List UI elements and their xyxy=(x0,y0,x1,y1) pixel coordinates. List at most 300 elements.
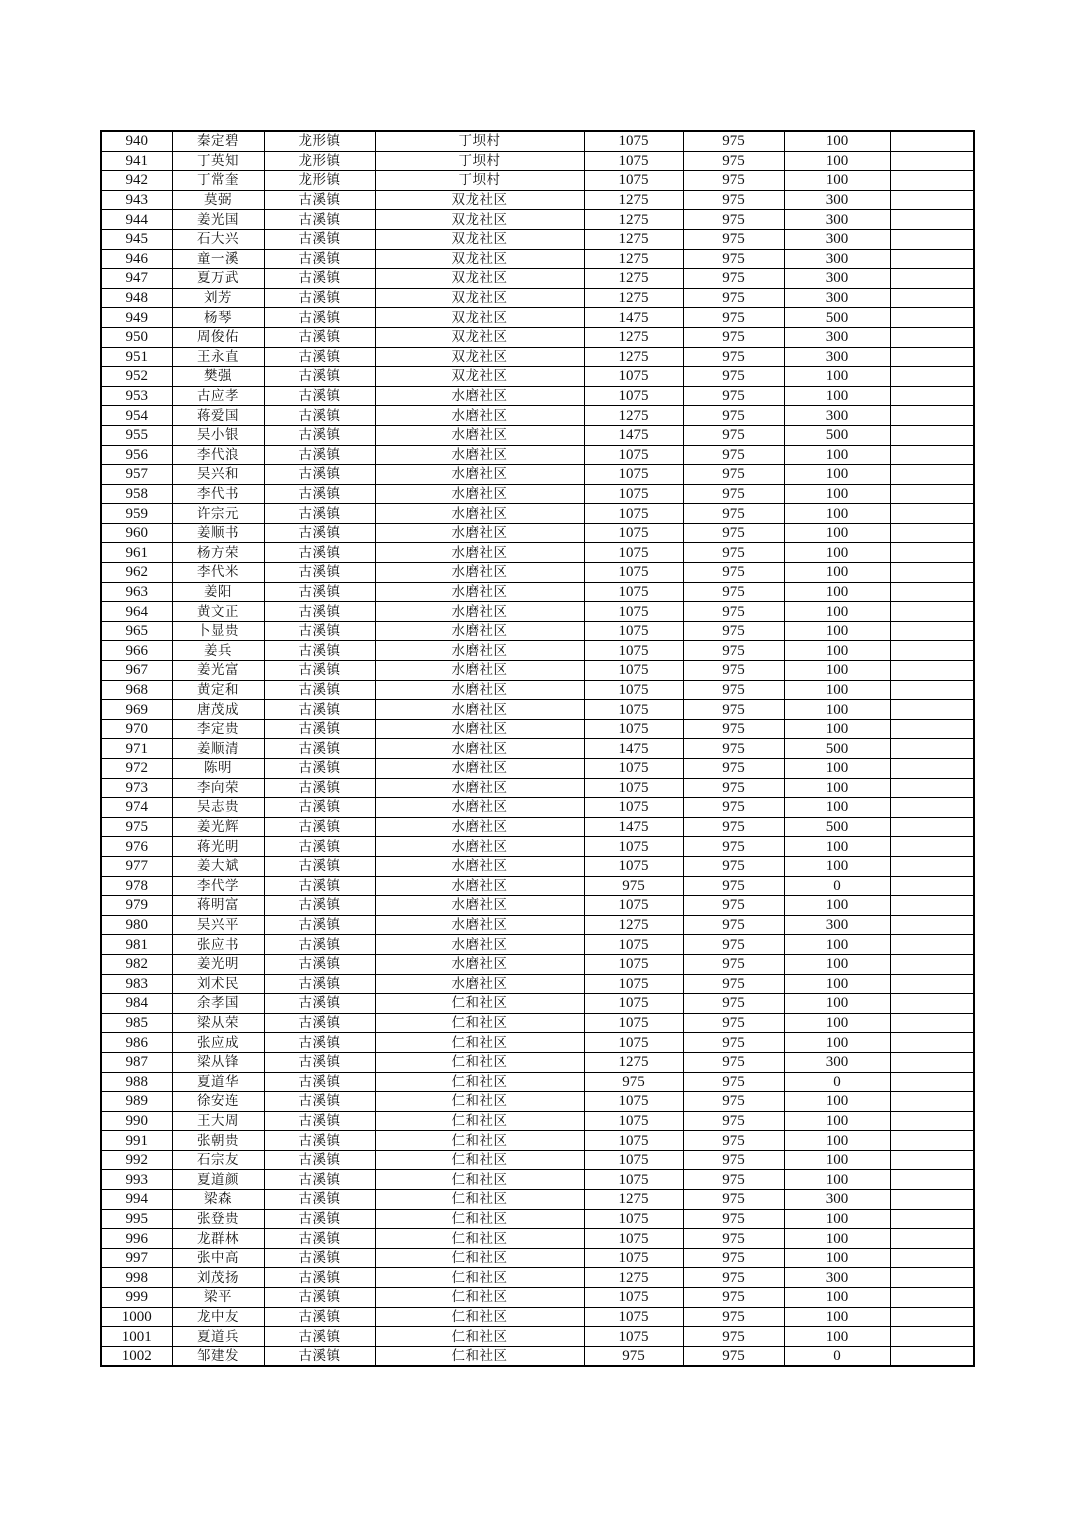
cell-amount-a: 1075 xyxy=(584,1209,683,1229)
cell-amount-diff: 100 xyxy=(784,1288,890,1308)
cell-note xyxy=(890,465,974,485)
table-row xyxy=(101,935,974,955)
cell-amount-b: 975 xyxy=(683,190,784,210)
cell-seq: 997 xyxy=(101,1248,172,1268)
cell-village: 丁坝村 xyxy=(375,171,584,191)
table-row xyxy=(101,1111,974,1131)
cell-amount-a: 1075 xyxy=(584,151,683,171)
cell-name: 莫弼 xyxy=(172,190,264,210)
cell-amount-diff: 100 xyxy=(784,1229,890,1249)
cell-amount-diff: 100 xyxy=(784,151,890,171)
cell-amount-a: 1075 xyxy=(584,1092,683,1112)
cell-note xyxy=(890,1307,974,1327)
cell-village: 水磨社区 xyxy=(375,602,584,622)
cell-amount-diff: 500 xyxy=(784,817,890,837)
cell-town: 古溪镇 xyxy=(264,523,375,543)
cell-name: 姜光国 xyxy=(172,210,264,230)
table-row xyxy=(101,1209,974,1229)
cell-town: 古溪镇 xyxy=(264,582,375,602)
cell-village: 仁和社区 xyxy=(375,1033,584,1053)
cell-note xyxy=(890,406,974,426)
cell-amount-b: 975 xyxy=(683,1190,784,1210)
cell-amount-diff: 100 xyxy=(784,1111,890,1131)
cell-amount-diff: 100 xyxy=(784,1327,890,1347)
cell-amount-b: 975 xyxy=(683,602,784,622)
cell-name: 王大周 xyxy=(172,1111,264,1131)
cell-amount-a: 1075 xyxy=(584,700,683,720)
cell-town: 古溪镇 xyxy=(264,425,375,445)
cell-name: 余孝国 xyxy=(172,994,264,1014)
cell-village: 水磨社区 xyxy=(375,582,584,602)
cell-village: 仁和社区 xyxy=(375,1150,584,1170)
cell-amount-b: 975 xyxy=(683,1327,784,1347)
cell-name: 许宗元 xyxy=(172,504,264,524)
cell-name: 梁从荣 xyxy=(172,1013,264,1033)
cell-note xyxy=(890,210,974,230)
cell-town: 古溪镇 xyxy=(264,484,375,504)
cell-name: 姜阳 xyxy=(172,582,264,602)
cell-amount-a: 1075 xyxy=(584,974,683,994)
cell-amount-diff: 100 xyxy=(784,484,890,504)
cell-amount-b: 975 xyxy=(683,1229,784,1249)
cell-amount-a: 1275 xyxy=(584,249,683,269)
cell-note xyxy=(890,171,974,191)
cell-name: 梁从锋 xyxy=(172,1052,264,1072)
table-row xyxy=(101,543,974,563)
cell-amount-diff: 100 xyxy=(784,1013,890,1033)
cell-note xyxy=(890,1033,974,1053)
cell-town: 古溪镇 xyxy=(264,1092,375,1112)
cell-town: 古溪镇 xyxy=(264,563,375,583)
cell-seq: 994 xyxy=(101,1190,172,1210)
cell-amount-b: 975 xyxy=(683,484,784,504)
cell-note xyxy=(890,367,974,387)
table-row xyxy=(101,1072,974,1092)
cell-town: 古溪镇 xyxy=(264,876,375,896)
cell-amount-diff: 100 xyxy=(784,1150,890,1170)
cell-seq: 965 xyxy=(101,621,172,641)
cell-town: 古溪镇 xyxy=(264,915,375,935)
cell-amount-diff: 100 xyxy=(784,974,890,994)
cell-amount-a: 1075 xyxy=(584,484,683,504)
cell-amount-a: 1275 xyxy=(584,915,683,935)
cell-town: 古溪镇 xyxy=(264,974,375,994)
cell-seq: 995 xyxy=(101,1209,172,1229)
cell-seq: 953 xyxy=(101,386,172,406)
cell-name: 吴兴和 xyxy=(172,465,264,485)
cell-village: 仁和社区 xyxy=(375,1190,584,1210)
cell-town: 古溪镇 xyxy=(264,386,375,406)
cell-amount-b: 975 xyxy=(683,563,784,583)
cell-note xyxy=(890,1268,974,1288)
cell-amount-b: 975 xyxy=(683,1033,784,1053)
cell-amount-diff: 300 xyxy=(784,915,890,935)
cell-name: 石大兴 xyxy=(172,229,264,249)
cell-village: 仁和社区 xyxy=(375,1327,584,1347)
cell-note xyxy=(890,1013,974,1033)
cell-name: 王永直 xyxy=(172,347,264,367)
cell-seq: 966 xyxy=(101,641,172,661)
cell-seq: 983 xyxy=(101,974,172,994)
cell-amount-b: 975 xyxy=(683,327,784,347)
cell-amount-a: 1075 xyxy=(584,954,683,974)
cell-name: 黄定和 xyxy=(172,680,264,700)
cell-amount-b: 975 xyxy=(683,974,784,994)
cell-village: 水磨社区 xyxy=(375,935,584,955)
table-row xyxy=(101,719,974,739)
cell-amount-a: 1275 xyxy=(584,210,683,230)
cell-note xyxy=(890,1190,974,1210)
table-row xyxy=(101,739,974,759)
table-row xyxy=(101,484,974,504)
table-row xyxy=(101,700,974,720)
cell-amount-b: 975 xyxy=(683,798,784,818)
cell-amount-a: 1075 xyxy=(584,445,683,465)
cell-village: 双龙社区 xyxy=(375,249,584,269)
cell-town: 古溪镇 xyxy=(264,1307,375,1327)
cell-seq: 943 xyxy=(101,190,172,210)
cell-note xyxy=(890,954,974,974)
cell-town: 古溪镇 xyxy=(264,543,375,563)
cell-amount-b: 975 xyxy=(683,582,784,602)
table-row xyxy=(101,915,974,935)
cell-name: 邹建发 xyxy=(172,1346,264,1366)
cell-note xyxy=(890,621,974,641)
cell-amount-a: 1075 xyxy=(584,1307,683,1327)
table-row xyxy=(101,817,974,837)
cell-village: 丁坝村 xyxy=(375,151,584,171)
cell-note xyxy=(890,915,974,935)
cell-town: 古溪镇 xyxy=(264,935,375,955)
cell-seq: 941 xyxy=(101,151,172,171)
cell-town: 龙形镇 xyxy=(264,131,375,151)
cell-name: 丁英知 xyxy=(172,151,264,171)
cell-note xyxy=(890,131,974,151)
cell-seq: 957 xyxy=(101,465,172,485)
cell-name: 石宗友 xyxy=(172,1150,264,1170)
cell-amount-a: 1075 xyxy=(584,641,683,661)
cell-seq: 960 xyxy=(101,523,172,543)
cell-amount-a: 1075 xyxy=(584,856,683,876)
cell-village: 水磨社区 xyxy=(375,563,584,583)
cell-amount-b: 975 xyxy=(683,543,784,563)
cell-name: 姜大斌 xyxy=(172,856,264,876)
cell-amount-b: 975 xyxy=(683,347,784,367)
cell-town: 古溪镇 xyxy=(264,1288,375,1308)
cell-village: 水磨社区 xyxy=(375,700,584,720)
cell-name: 蒋明富 xyxy=(172,896,264,916)
cell-amount-diff: 100 xyxy=(784,1248,890,1268)
cell-amount-a: 1075 xyxy=(584,896,683,916)
cell-amount-a: 1075 xyxy=(584,1248,683,1268)
cell-amount-b: 975 xyxy=(683,621,784,641)
cell-note xyxy=(890,700,974,720)
cell-note xyxy=(890,445,974,465)
table-row xyxy=(101,1346,974,1366)
cell-amount-a: 1075 xyxy=(584,1131,683,1151)
cell-note xyxy=(890,1229,974,1249)
cell-seq: 1002 xyxy=(101,1346,172,1366)
cell-seq: 999 xyxy=(101,1288,172,1308)
cell-amount-diff: 0 xyxy=(784,1346,890,1366)
cell-amount-diff: 100 xyxy=(784,994,890,1014)
cell-village: 仁和社区 xyxy=(375,1288,584,1308)
cell-amount-b: 975 xyxy=(683,954,784,974)
cell-village: 水磨社区 xyxy=(375,523,584,543)
cell-amount-b: 975 xyxy=(683,1307,784,1327)
cell-amount-a: 1075 xyxy=(584,1327,683,1347)
cell-note xyxy=(890,798,974,818)
cell-amount-b: 975 xyxy=(683,504,784,524)
cell-seq: 970 xyxy=(101,719,172,739)
cell-village: 水磨社区 xyxy=(375,445,584,465)
cell-seq: 962 xyxy=(101,563,172,583)
table-row xyxy=(101,131,974,151)
cell-village: 仁和社区 xyxy=(375,1052,584,1072)
cell-amount-b: 975 xyxy=(683,1288,784,1308)
table-row xyxy=(101,974,974,994)
cell-amount-a: 1075 xyxy=(584,563,683,583)
cell-amount-a: 1275 xyxy=(584,269,683,289)
cell-amount-diff: 500 xyxy=(784,739,890,759)
cell-name: 姜光明 xyxy=(172,954,264,974)
cell-town: 古溪镇 xyxy=(264,308,375,328)
cell-note xyxy=(890,1327,974,1347)
cell-amount-b: 975 xyxy=(683,1052,784,1072)
cell-amount-diff: 100 xyxy=(784,465,890,485)
cell-seq: 978 xyxy=(101,876,172,896)
cell-note xyxy=(890,543,974,563)
cell-note xyxy=(890,719,974,739)
cell-note xyxy=(890,856,974,876)
cell-amount-b: 975 xyxy=(683,778,784,798)
cell-town: 古溪镇 xyxy=(264,856,375,876)
cell-amount-b: 975 xyxy=(683,1092,784,1112)
cell-amount-b: 975 xyxy=(683,719,784,739)
table-row xyxy=(101,190,974,210)
cell-village: 丁坝村 xyxy=(375,131,584,151)
cell-seq: 968 xyxy=(101,680,172,700)
cell-amount-diff: 300 xyxy=(784,1052,890,1072)
table-row xyxy=(101,1327,974,1347)
cell-seq: 976 xyxy=(101,837,172,857)
cell-town: 古溪镇 xyxy=(264,621,375,641)
cell-amount-a: 1075 xyxy=(584,994,683,1014)
cell-seq: 955 xyxy=(101,425,172,445)
table-row xyxy=(101,1131,974,1151)
cell-amount-diff: 100 xyxy=(784,523,890,543)
cell-amount-diff: 100 xyxy=(784,719,890,739)
cell-amount-a: 1075 xyxy=(584,386,683,406)
cell-name: 卜显贵 xyxy=(172,621,264,641)
cell-town: 龙形镇 xyxy=(264,151,375,171)
cell-amount-diff: 100 xyxy=(784,1307,890,1327)
cell-amount-diff: 100 xyxy=(784,602,890,622)
cell-name: 刘芳 xyxy=(172,288,264,308)
cell-village: 水磨社区 xyxy=(375,837,584,857)
cell-amount-diff: 300 xyxy=(784,347,890,367)
table-row xyxy=(101,602,974,622)
cell-amount-a: 1075 xyxy=(584,798,683,818)
cell-amount-b: 975 xyxy=(683,131,784,151)
cell-village: 双龙社区 xyxy=(375,347,584,367)
table-row xyxy=(101,641,974,661)
cell-amount-b: 975 xyxy=(683,465,784,485)
cell-amount-a: 1075 xyxy=(584,1150,683,1170)
cell-name: 丁常奎 xyxy=(172,171,264,191)
cell-town: 古溪镇 xyxy=(264,1170,375,1190)
cell-village: 双龙社区 xyxy=(375,190,584,210)
cell-amount-diff: 300 xyxy=(784,249,890,269)
cell-amount-b: 975 xyxy=(683,817,784,837)
cell-seq: 951 xyxy=(101,347,172,367)
cell-note xyxy=(890,386,974,406)
cell-amount-a: 1075 xyxy=(584,778,683,798)
cell-amount-a: 1075 xyxy=(584,1013,683,1033)
cell-town: 古溪镇 xyxy=(264,1190,375,1210)
cell-amount-a: 1475 xyxy=(584,739,683,759)
cell-village: 仁和社区 xyxy=(375,1248,584,1268)
cell-amount-a: 975 xyxy=(584,1346,683,1366)
cell-amount-a: 1275 xyxy=(584,327,683,347)
cell-name: 蒋爱国 xyxy=(172,406,264,426)
cell-name: 夏道颜 xyxy=(172,1170,264,1190)
cell-seq: 982 xyxy=(101,954,172,974)
cell-seq: 990 xyxy=(101,1111,172,1131)
cell-seq: 979 xyxy=(101,896,172,916)
cell-amount-diff: 300 xyxy=(784,406,890,426)
cell-name: 吴志贵 xyxy=(172,798,264,818)
cell-amount-diff: 100 xyxy=(784,935,890,955)
cell-seq: 980 xyxy=(101,915,172,935)
cell-village: 水磨社区 xyxy=(375,504,584,524)
cell-note xyxy=(890,308,974,328)
cell-amount-diff: 100 xyxy=(784,1131,890,1151)
cell-town: 古溪镇 xyxy=(264,190,375,210)
cell-amount-a: 1275 xyxy=(584,1268,683,1288)
cell-amount-diff: 100 xyxy=(784,543,890,563)
cell-amount-b: 975 xyxy=(683,1170,784,1190)
cell-amount-b: 975 xyxy=(683,1209,784,1229)
cell-name: 李代米 xyxy=(172,563,264,583)
cell-amount-a: 975 xyxy=(584,876,683,896)
cell-village: 水磨社区 xyxy=(375,739,584,759)
cell-village: 仁和社区 xyxy=(375,1013,584,1033)
cell-seq: 954 xyxy=(101,406,172,426)
cell-name: 周俊佑 xyxy=(172,327,264,347)
cell-amount-diff: 100 xyxy=(784,367,890,387)
cell-name: 黄文正 xyxy=(172,602,264,622)
cell-note xyxy=(890,151,974,171)
cell-town: 古溪镇 xyxy=(264,778,375,798)
cell-seq: 950 xyxy=(101,327,172,347)
table-row xyxy=(101,504,974,524)
cell-amount-a: 1075 xyxy=(584,719,683,739)
cell-amount-b: 975 xyxy=(683,680,784,700)
cell-amount-a: 1075 xyxy=(584,602,683,622)
cell-amount-b: 975 xyxy=(683,896,784,916)
cell-town: 古溪镇 xyxy=(264,1346,375,1366)
cell-village: 水磨社区 xyxy=(375,641,584,661)
cell-note xyxy=(890,837,974,857)
cell-seq: 942 xyxy=(101,171,172,191)
cell-seq: 947 xyxy=(101,269,172,289)
cell-note xyxy=(890,1248,974,1268)
cell-amount-b: 975 xyxy=(683,229,784,249)
cell-name: 夏道兵 xyxy=(172,1327,264,1347)
cell-note xyxy=(890,1170,974,1190)
cell-village: 水磨社区 xyxy=(375,386,584,406)
table-row xyxy=(101,1052,974,1072)
cell-seq: 975 xyxy=(101,817,172,837)
cell-amount-diff: 100 xyxy=(784,582,890,602)
cell-village: 水磨社区 xyxy=(375,856,584,876)
table-row xyxy=(101,151,974,171)
cell-seq: 959 xyxy=(101,504,172,524)
cell-town: 古溪镇 xyxy=(264,1268,375,1288)
cell-village: 双龙社区 xyxy=(375,229,584,249)
cell-name: 姜顺清 xyxy=(172,739,264,759)
cell-note xyxy=(890,190,974,210)
cell-amount-b: 975 xyxy=(683,1111,784,1131)
cell-name: 姜兵 xyxy=(172,641,264,661)
cell-village: 水磨社区 xyxy=(375,621,584,641)
cell-amount-diff: 100 xyxy=(784,386,890,406)
cell-amount-diff: 300 xyxy=(784,288,890,308)
cell-note xyxy=(890,1072,974,1092)
cell-amount-b: 975 xyxy=(683,915,784,935)
cell-note xyxy=(890,1052,974,1072)
cell-name: 蒋光明 xyxy=(172,837,264,857)
cell-town: 古溪镇 xyxy=(264,1150,375,1170)
cell-amount-a: 1075 xyxy=(584,504,683,524)
cell-village: 双龙社区 xyxy=(375,288,584,308)
cell-amount-b: 975 xyxy=(683,523,784,543)
cell-town: 古溪镇 xyxy=(264,1111,375,1131)
cell-name: 吴小银 xyxy=(172,425,264,445)
cell-amount-b: 975 xyxy=(683,1072,784,1092)
cell-note xyxy=(890,582,974,602)
table-row xyxy=(101,582,974,602)
cell-amount-b: 975 xyxy=(683,994,784,1014)
table-row xyxy=(101,778,974,798)
cell-amount-diff: 0 xyxy=(784,1072,890,1092)
cell-seq: 952 xyxy=(101,367,172,387)
cell-town: 古溪镇 xyxy=(264,680,375,700)
table-row xyxy=(101,876,974,896)
cell-amount-diff: 100 xyxy=(784,661,890,681)
cell-note xyxy=(890,641,974,661)
cell-name: 唐茂成 xyxy=(172,700,264,720)
cell-amount-b: 975 xyxy=(683,367,784,387)
cell-town: 古溪镇 xyxy=(264,465,375,485)
cell-name: 张朝贵 xyxy=(172,1131,264,1151)
cell-village: 仁和社区 xyxy=(375,1229,584,1249)
cell-amount-diff: 100 xyxy=(784,171,890,191)
cell-note xyxy=(890,778,974,798)
cell-name: 刘术民 xyxy=(172,974,264,994)
cell-amount-b: 975 xyxy=(683,1013,784,1033)
cell-amount-b: 975 xyxy=(683,210,784,230)
cell-seq: 998 xyxy=(101,1268,172,1288)
table-row xyxy=(101,1170,974,1190)
cell-village: 双龙社区 xyxy=(375,210,584,230)
cell-village: 水磨社区 xyxy=(375,778,584,798)
cell-amount-diff: 100 xyxy=(784,759,890,779)
cell-seq: 1000 xyxy=(101,1307,172,1327)
cell-name: 杨琴 xyxy=(172,308,264,328)
table-row xyxy=(101,210,974,230)
